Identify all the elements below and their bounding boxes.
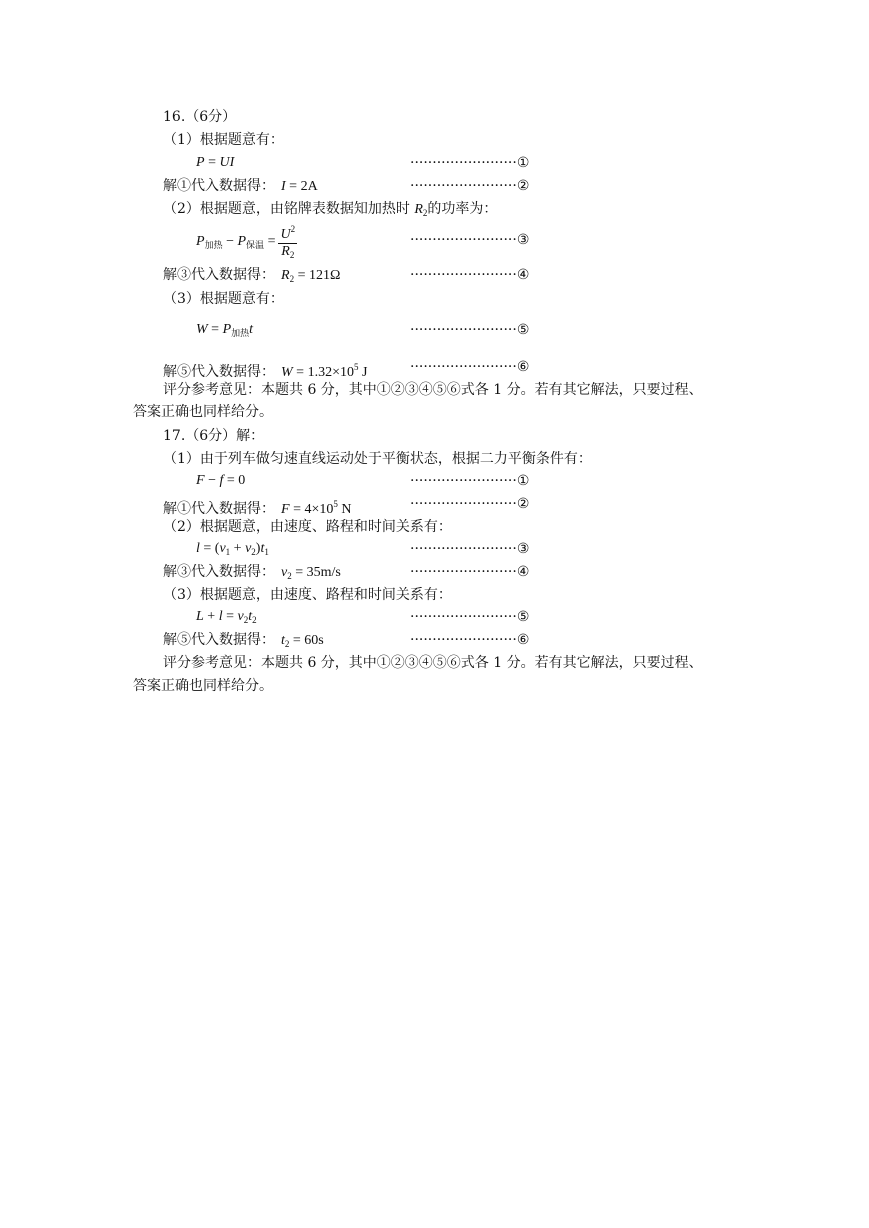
q17-score-line1: 评分参考意见：本题共 6 分，其中①②③④⑤⑥式各 1 分。若有其它解法，只要过程、 — [163, 655, 703, 671]
q16-eq5: $W = P_{加热}t$ — [196, 322, 254, 338]
q17-part3-intro: （3）根据题意，由速度、路程和时间关系有： — [163, 587, 452, 603]
eq-marker: ③ — [516, 232, 530, 248]
q16-eq4-line: 解③代入数据得： $R_2 = 121\Omega$ — [163, 267, 341, 284]
q17-eq6-line: 解⑤代入数据得： $t_2 = 60s$ — [163, 632, 324, 649]
q17-eq5: $L + l = v_2t_2$ — [196, 609, 257, 625]
q17-eq3-leader: ························③ — [410, 541, 530, 557]
q16-score-line2: 答案正确也同样给分。 — [133, 404, 273, 420]
q16-eq6-line: 解⑤代入数据得： $W = 1.32\times 10^5$ J — [163, 362, 368, 380]
eq-marker: ② — [516, 178, 530, 194]
eq-marker: ① — [516, 155, 530, 171]
eq-marker: ⑤ — [516, 609, 530, 625]
q16-eq1: P = UI — [196, 155, 235, 170]
q17-title: 17.（6分）解： — [163, 428, 265, 444]
q16-title: 16.（6分） — [163, 109, 237, 125]
q16-eq1-leader: ························① — [410, 155, 530, 171]
q17-eq4-leader: ························④ — [410, 564, 530, 580]
q16-eq4-leader: ························④ — [410, 267, 530, 283]
q17-eq6-leader: ························⑥ — [410, 632, 530, 648]
q17-eq5-leader: ························⑤ — [410, 609, 530, 625]
q17-part2-intro: （2）根据题意，由速度、路程和时间关系有： — [163, 519, 452, 535]
q16-eq2-leader: ························② — [410, 178, 530, 194]
q16-eq5-leader: ························⑤ — [410, 322, 530, 338]
q17-part1-intro: （1）由于列车做匀速直线运动处于平衡状态，根据二力平衡条件有： — [163, 451, 592, 467]
eq-marker: ⑥ — [516, 359, 530, 375]
eq-marker: ④ — [516, 564, 530, 580]
q17-eq1: F − f = 0 — [196, 473, 246, 488]
q16-score-line1: 评分参考意见：本题共 6 分，其中①②③④⑤⑥式各 1 分。若有其它解法，只要过程、 — [163, 382, 703, 398]
eq-marker: ② — [516, 496, 530, 512]
eq-marker: ④ — [516, 267, 530, 283]
q16-part1-intro: （1）根据题意有： — [163, 132, 284, 148]
q16-eq3: $P_{加热} - P_{保温}$ = $\frac{U^2}{R_2}$ — [196, 221, 297, 263]
q16-eq3-leader: ························③ — [410, 232, 530, 248]
q17-eq1-leader: ························① — [410, 473, 530, 489]
q16-eq2-line: 解①代入数据得： I = 2A — [163, 178, 318, 194]
eq-marker: ⑥ — [516, 632, 530, 648]
eq-marker: ① — [516, 473, 530, 489]
q16-part2-intro: （2）根据题意，由铭牌表数据知加热时 $R_2$的功率为： — [163, 201, 498, 218]
eq-marker: ⑤ — [516, 322, 530, 338]
q16-part3-intro: （3）根据题意有： — [163, 291, 284, 307]
q17-eq3: $l = (v_1 + v_2)t_1$ — [196, 541, 269, 557]
q17-eq2-line: 解①代入数据得： $F = 4\times 10^5$ N — [163, 499, 352, 517]
q17-eq2-leader: ························② — [410, 496, 530, 512]
q16-eq6-leader: ························⑥ — [410, 359, 530, 375]
q17-score-line2: 答案正确也同样给分。 — [133, 678, 273, 694]
q17-eq4-line: 解③代入数据得： $v_2 = 35m/s$ — [163, 564, 341, 581]
eq-marker: ③ — [516, 541, 530, 557]
